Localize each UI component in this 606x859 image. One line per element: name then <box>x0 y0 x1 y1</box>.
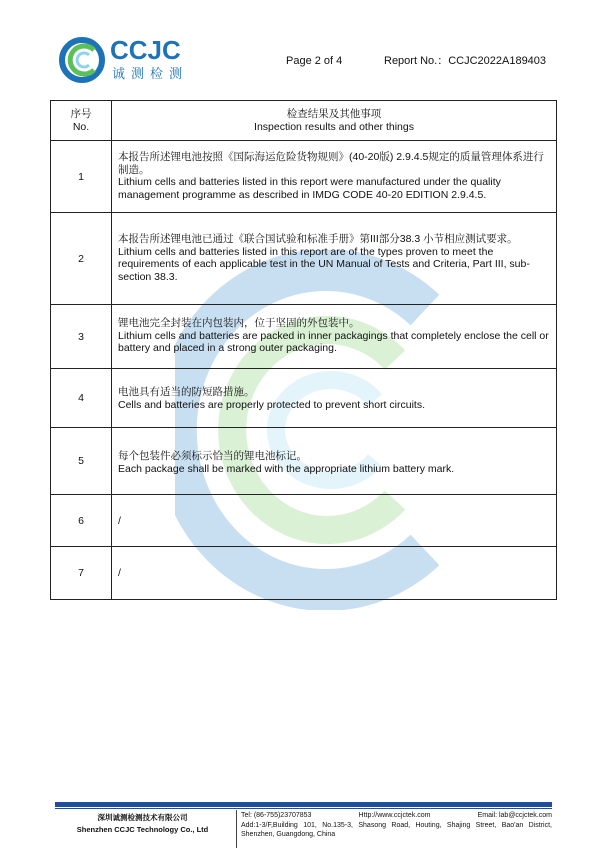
row-text-cn: 每个包装件必须标示恰当的锂电池标记。 <box>118 450 307 462</box>
row-text-cn: 电池具有适当的防短路措施。 <box>118 386 255 398</box>
footer-contact <box>241 811 552 840</box>
column-header-content-en: Inspection results and other things <box>254 120 414 133</box>
column-header-no-cn: 序号 <box>70 107 92 120</box>
page-header <box>0 0 606 100</box>
table-row <box>51 141 557 213</box>
column-header-content-cn: 检查结果及其他事项 <box>286 107 382 120</box>
inspection-results-table <box>50 100 557 600</box>
row-text-cn: 锂电池完全封装在内包装内，位于坚固的外包装中。 <box>118 317 360 329</box>
row-text-en: Lithium cells and batteries listed in this report were manufactured under the quality management programme as described in IMDG CODE 40-20 EDITION 2.9.4.5. <box>118 176 501 201</box>
row-number: 4 <box>51 369 112 428</box>
row-content <box>112 369 557 428</box>
row-content: / <box>112 495 557 547</box>
row-text-en: Each package shall be marked with the appropriate lithium battery mark. <box>118 462 455 475</box>
table-row <box>51 305 557 369</box>
row-content <box>112 305 557 369</box>
logo-text: CCJC <box>110 35 181 65</box>
table-row <box>51 213 557 305</box>
column-header-no <box>51 101 112 141</box>
footer-website[interactable]: Http://www.ccjctek.com <box>358 812 431 819</box>
company-name-cn: 深圳诚测检测技术有限公司 <box>97 813 188 822</box>
row-text-en: Cells and batteries are properly protected to prevent short circuits. <box>118 398 425 411</box>
row-content: / <box>112 547 557 600</box>
table-row <box>51 495 557 547</box>
row-number: 5 <box>51 428 112 495</box>
footer-company <box>55 812 230 836</box>
column-header-no-en: No. <box>72 120 90 133</box>
logo-subtitle: 诚测检测 <box>112 66 189 81</box>
footer-rule <box>55 808 552 809</box>
table-row <box>51 369 557 428</box>
row-number: 3 <box>51 305 112 369</box>
footer-divider <box>236 810 237 848</box>
footer-tel: Tel: (86-755)23707853 <box>241 812 312 819</box>
ccjc-logo-icon <box>58 36 106 84</box>
footer-email[interactable]: Email: lab@ccjctek.com <box>477 812 552 819</box>
row-content <box>112 428 557 495</box>
contact-line <box>241 811 552 821</box>
footer-bar <box>55 802 552 807</box>
page-footer <box>55 800 552 850</box>
report-number: Report No.：CCJC2022A189403 <box>384 55 547 67</box>
row-text-en: Lithium cells and batteries listed in this report are of the types proven to meet the requirements of each applicable test in the UN Manual of Tests and Criteria, Part III, sub-section 38.3. <box>118 245 530 283</box>
company-name-en: Shenzhen CCJC Technology Co., Ltd <box>76 825 209 834</box>
row-number: 1 <box>51 141 112 213</box>
row-number: 6 <box>51 495 112 547</box>
row-content <box>112 213 557 305</box>
footer-address: Add:1-3/F,Building 101, No.135-3, Shasong Road, Houting, Shajing Street, Bao'an District, Shenzhen, Guangdong, China <box>241 821 552 838</box>
row-number: 2 <box>51 213 112 305</box>
row-text-en: Lithium cells and batteries are packed in inner packagings that completely enclose the cell or battery and placed in a strong outer packaging. <box>118 329 549 354</box>
row-number: 7 <box>51 547 112 600</box>
row-content <box>112 141 557 213</box>
column-header-content <box>112 101 557 141</box>
table-header-row <box>51 101 557 141</box>
row-text-cn: 本报告所述锂电池已通过《联合国试验和标准手册》第III部分38.3 小节相应测试要求。 <box>118 233 518 245</box>
row-text-cn: 本报告所述锂电池按照《国际海运危险货物规则》(40-20版) 2.9.4.5规定的质量管理体系进行制造。 <box>118 151 544 176</box>
table-row <box>51 547 557 600</box>
page-number: Page 2 of 4 <box>286 55 343 67</box>
table-row <box>51 428 557 495</box>
